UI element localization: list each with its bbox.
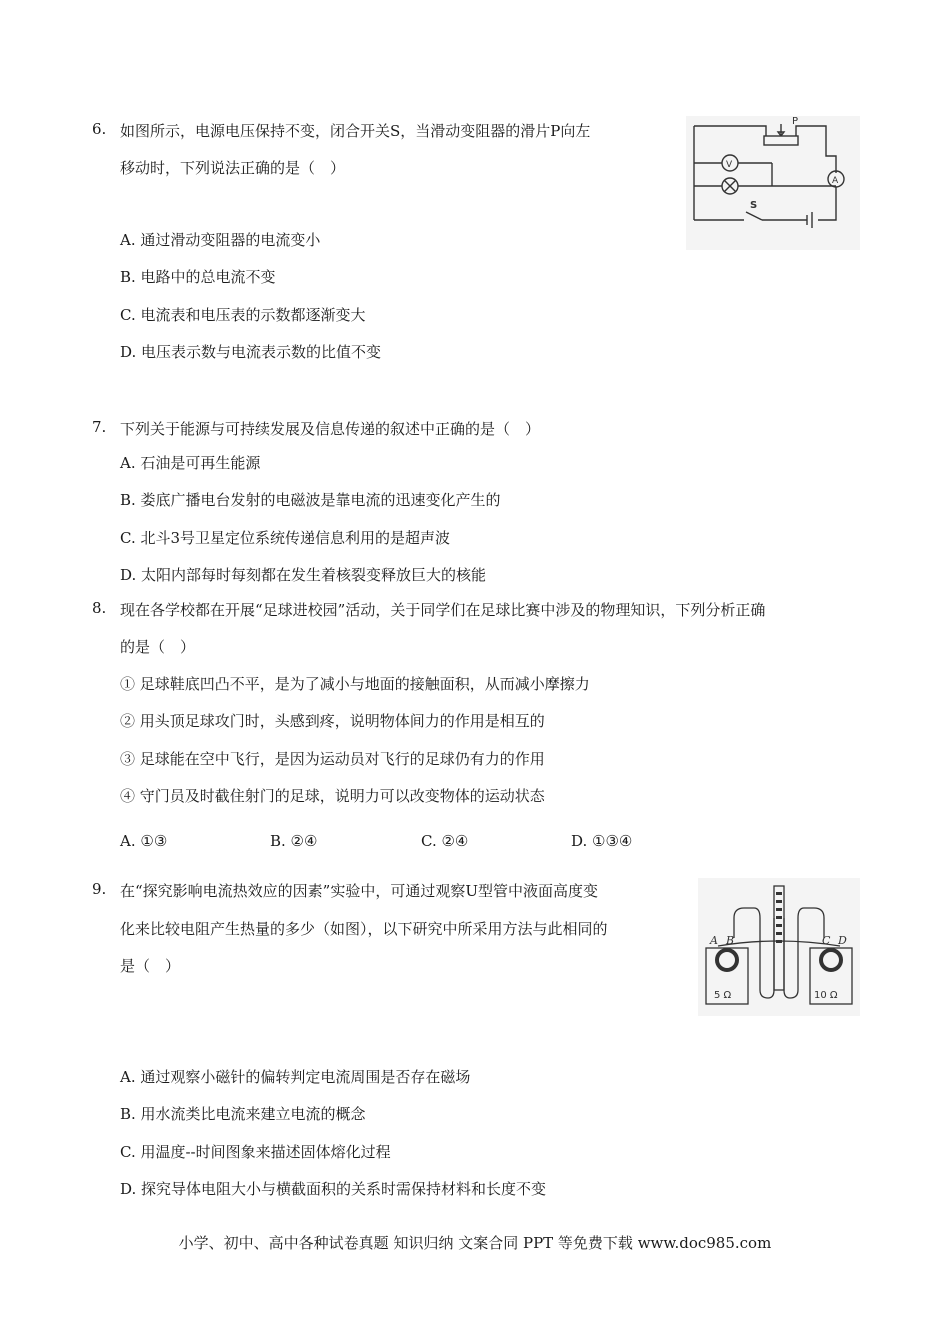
question-8-number: 8. — [92, 599, 107, 617]
question-9-stem-line3: 是（ ） — [120, 957, 181, 975]
question-6-option-c: C. 电流表和电压表的示数都逐渐变大 — [120, 306, 366, 324]
question-6-option-b: B. 电路中的总电流不变 — [120, 268, 276, 286]
question-8-option-c: C. ②④ — [421, 832, 469, 850]
resistor-5-ohm-label: 5 Ω — [714, 990, 732, 1001]
question-6-stem-line1: 如图所示，电源电压保持不变，闭合开关S，当滑动变阻器的滑片P向左 — [120, 122, 591, 140]
question-9-number: 9. — [92, 880, 107, 898]
voltmeter-label: V — [726, 160, 733, 170]
ammeter-label: A — [832, 176, 839, 186]
circuit-diagram — [686, 116, 860, 250]
u-tube-apparatus-svg — [698, 878, 860, 1016]
question-9-stem-line2: 化来比较电阻产生热量的多少（如图），以下研究中所采用方法与此相同的 — [120, 920, 608, 938]
question-8-statement-2: ② 用头顶足球攻门时，头感到疼，说明物体间力的作用是相互的 — [120, 712, 545, 730]
circuit-diagram-svg — [686, 116, 860, 250]
terminal-c-label: C — [822, 934, 831, 947]
question-6-stem-line2: 移动时，下列说法正确的是（ ） — [120, 159, 346, 177]
question-8-stem-line1: 现在各学校都在开展“足球进校园”活动，关于同学们在足球比赛中涉及的物理知识，下列分析正确 — [120, 601, 766, 619]
question-9-option-a: A. 通过观察小磁针的偏转判定电流周围是否存在磁场 — [120, 1068, 471, 1086]
question-6-option-a: A. 通过滑动变阻器的电流变小 — [120, 231, 321, 249]
question-8-statement-4: ④ 守门员及时截住射门的足球，说明力可以改变物体的运动状态 — [120, 787, 545, 805]
question-9-option-d: D. 探究导体电阻大小与横截面积的关系时需保持材料和长度不变 — [120, 1180, 547, 1198]
question-7-number: 7. — [92, 418, 107, 436]
question-7-stem-line1: 下列关于能源与可持续发展及信息传递的叙述中正确的是（ ） — [120, 420, 541, 438]
question-8-statement-1: ① 足球鞋底凹凸不平，是为了减小与地面的接触面积，从而减小摩擦力 — [120, 675, 590, 693]
question-8-option-a: A. ①③ — [120, 832, 168, 850]
question-9-stem-line1: 在“探究影响电流热效应的因素”实验中，可通过观察U型管中液面高度变 — [120, 882, 598, 900]
question-8-option-d: D. ①③④ — [571, 832, 633, 850]
question-8-statement-3: ③ 足球能在空中飞行，是因为运动员对飞行的足球仍有力的作用 — [120, 750, 545, 768]
question-8-stem-line2: 的是（ ） — [120, 638, 196, 656]
page-footer: 小学、初中、高中各种试卷真题 知识归纳 文案合同 PPT 等免费下载 www.doc985.com — [178, 1234, 772, 1252]
question-7-option-b: B. 娄底广播电台发射的电磁波是靠电流的迅速变化产生的 — [120, 491, 501, 509]
question-9-option-c: C. 用温度--时间图象来描述固体熔化过程 — [120, 1143, 391, 1161]
resistor-10-ohm-label: 10 Ω — [814, 990, 838, 1001]
question-7-option-c: C. 北斗3号卫星定位系统传递信息利用的是超声波 — [120, 529, 451, 547]
u-tube-apparatus — [698, 878, 860, 1016]
terminal-b-label: B — [726, 934, 735, 947]
question-7-option-a: A. 石油是可再生能源 — [120, 454, 261, 472]
switch-label: S — [750, 200, 758, 211]
question-9-option-b: B. 用水流类比电流来建立电流的概念 — [120, 1105, 366, 1123]
slider-label: P — [792, 116, 799, 127]
question-7-option-d: D. 太阳内部每时每刻都在发生着核裂变释放巨大的核能 — [120, 566, 487, 584]
terminal-d-label: D — [838, 934, 847, 947]
question-8-option-b: B. ②④ — [270, 832, 318, 850]
terminal-a-label: A — [710, 934, 718, 947]
question-6-number: 6. — [92, 120, 107, 138]
question-6-option-d: D. 电压表示数与电流表示数的比值不变 — [120, 343, 382, 361]
